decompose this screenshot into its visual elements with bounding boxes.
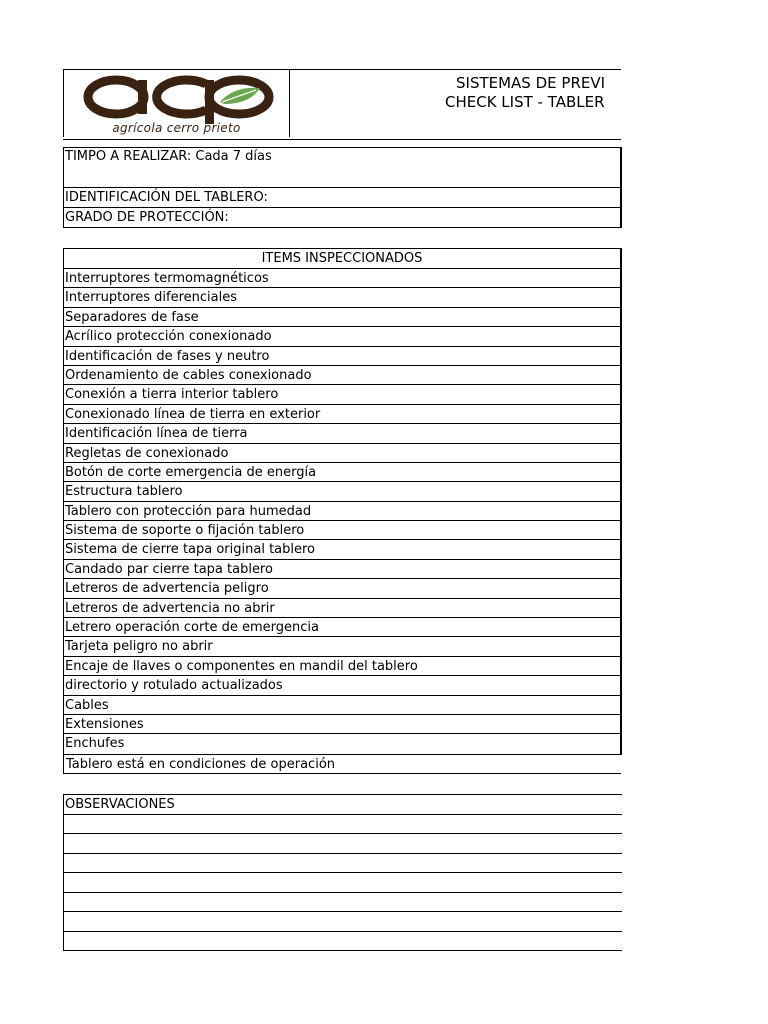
- observation-line[interactable]: [64, 873, 622, 893]
- panel-id-row: IDENTIFICACIÓN DEL TABLERO:: [64, 188, 620, 208]
- table-row: Acrílico protección conexionado: [64, 327, 620, 346]
- observation-line[interactable]: [64, 912, 622, 932]
- observation-line[interactable]: [64, 834, 622, 854]
- table-row: Candado par cierre tapa tablero: [64, 560, 620, 579]
- observations-block: [63, 794, 622, 951]
- table-row: Interruptores diferenciales: [64, 288, 620, 307]
- header-title-area: [63, 70, 621, 137]
- table-row: Enchufes: [65, 736, 125, 752]
- observation-line[interactable]: [64, 854, 622, 874]
- table-row: directorio y rotulado actualizados: [64, 676, 620, 695]
- table-row: Encaje de llaves o componentes en mandil del tablero: [64, 657, 620, 676]
- table-row: Letrero operación corte de emergencia: [64, 618, 620, 637]
- table-row: Sistema de cierre tapa original tablero: [64, 540, 620, 559]
- frequency-row: TIMPO A REALIZAR: Cada 7 días: [64, 148, 620, 188]
- protection-grade-row: GRADO DE PROTECCIÓN:: [65, 210, 229, 225]
- table-row: Letreros de advertencia no abrir: [64, 599, 620, 618]
- document-header: [63, 69, 621, 140]
- table-row: Conexionado línea de tierra en exterior: [64, 405, 620, 424]
- table-row: Extensiones: [64, 715, 620, 734]
- items-table-header: ITEMS INSPECCIONADOS: [64, 249, 620, 269]
- items-table-body: [64, 269, 620, 754]
- table-row: Interruptores termomagnéticos: [64, 269, 620, 288]
- table-row: Estructura tablero: [64, 482, 620, 501]
- table-row: Cables: [64, 696, 620, 715]
- document-subtitle: CHECK LIST - TABLER: [445, 93, 605, 111]
- acp-logo: [74, 72, 279, 124]
- observation-line[interactable]: [64, 893, 622, 913]
- observations-header: OBSERVACIONES: [64, 795, 622, 815]
- observation-line[interactable]: [64, 815, 622, 835]
- table-row: Identificación de fases y neutro: [64, 347, 620, 366]
- table-row: Regletas de conexionado: [64, 444, 620, 463]
- table-row: Identificación línea de tierra: [64, 424, 620, 443]
- logo-subtitle: agrícola cerro prieto: [112, 121, 241, 135]
- table-row: Letreros de advertencia peligro: [64, 579, 620, 598]
- observation-line[interactable]: [64, 932, 622, 952]
- table-row: Ordenamiento de cables conexionado: [64, 366, 620, 385]
- document-title: SISTEMAS DE PREVI: [456, 74, 606, 92]
- table-row: Tablero con protección para humedad: [64, 502, 620, 521]
- table-row: Sistema de soporte o fijación tablero: [64, 521, 620, 540]
- table-row: Tarjeta peligro no abrir: [64, 637, 620, 656]
- info-block: [63, 147, 622, 228]
- table-row: Separadores de fase: [64, 308, 620, 327]
- items-table: [63, 248, 622, 755]
- table-row: Conexión a tierra interior tablero: [64, 385, 620, 404]
- operational-status-row: Tablero está en condiciones de operación: [63, 755, 621, 774]
- table-row: Botón de corte emergencia de energía: [64, 463, 620, 482]
- logo-cell: [63, 70, 290, 137]
